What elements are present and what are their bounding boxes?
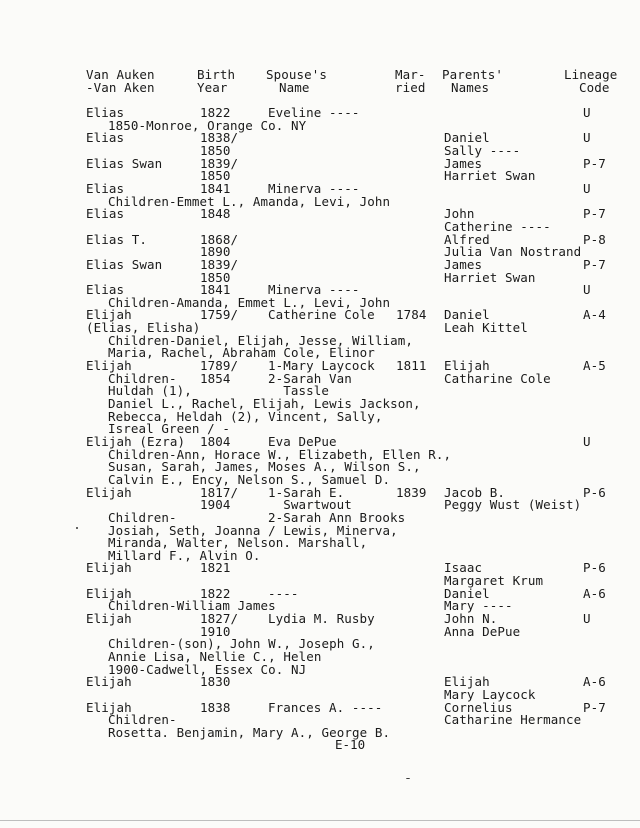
entry-parents: Daniel (444, 585, 490, 601)
entry-parents: Catharine Cole (444, 370, 551, 386)
entry-married-year: 1839 (396, 484, 427, 500)
entry-parents: Harriet Swan (444, 168, 536, 184)
entry-parents: Mary ---- (444, 598, 513, 614)
entry-parents: John N. (444, 611, 498, 626)
entry-parents: Alfred (444, 231, 490, 247)
entry-birth-year: 1854 (200, 370, 231, 386)
header-lineage-line2: Code (579, 80, 610, 95)
header-married-line2: ried (395, 80, 426, 95)
entry-lineage-code: P-7 (583, 155, 606, 171)
entry-spouse: Eveline ---- (268, 105, 360, 120)
header-married-line1: Mar- (395, 67, 426, 82)
entry-lineage-code: P-7 (583, 206, 606, 222)
entry-note: Children-Amanda, Emmet L., Levi, John (108, 294, 391, 310)
entry-lineage-code: P-7 (583, 256, 606, 272)
entry-name: Elijah (Ezra) (86, 433, 186, 449)
scan-speck (406, 778, 410, 779)
entry-lineage-code: P-8 (583, 231, 606, 247)
entry-note: Josiah, Seth, Joanna / Lewis, Minerva, (108, 522, 398, 538)
entry-note: Susan, Sarah, James, Moses A., Wilson S., (108, 459, 421, 475)
entry-parents: James (444, 256, 483, 272)
header-spouse-line2: Name (279, 80, 310, 95)
entry-name: Elias (86, 206, 125, 222)
entry-birth-year: 1821 (200, 560, 231, 576)
entry-birth-year: 1848 (200, 206, 231, 222)
entry-name: Elijah (86, 358, 132, 373)
entry-lineage-code: P-6 (583, 560, 606, 576)
entry-birth-year: 1838/ (200, 130, 239, 146)
entry-birth-year: 1910 (200, 623, 231, 639)
entry-note: Calvin E., Ency, Nelson S., Samuel D. (108, 471, 391, 487)
entry-name: Elias T. (86, 231, 148, 247)
entry-birth-year: 1841 (200, 282, 231, 298)
entry-parents: Elijah (444, 674, 490, 690)
entry-note: 1850-Monroe, Orange Co. NY (108, 117, 307, 133)
entry-lineage-code: U (583, 433, 591, 449)
entry-parents: Catherine ---- (444, 218, 551, 234)
entry-birth-year: 1841 (200, 180, 231, 196)
entry-name: (Elias, Elisha) (86, 320, 201, 336)
entry-parents: Daniel (444, 307, 490, 323)
entry-birth-year: 1827/ (200, 611, 239, 626)
header-parents-line2: Names (451, 80, 490, 95)
entry-spouse: Tassle (268, 383, 330, 399)
entry-parents: Catharine Hermance (444, 712, 582, 728)
entry-lineage-code: U (583, 105, 591, 120)
entry-name: Elijah (86, 611, 132, 626)
entry-note: Isreal Green / - (108, 421, 231, 437)
entry-lineage-code: P-7 (583, 699, 606, 715)
entry-note: Rebecca, Heldah (2), Vincent, Sally, (108, 408, 383, 424)
entry-note: Children-Daniel, Elijah, Jesse, William, (108, 332, 414, 348)
entry-spouse: 2-Sarah Van (268, 370, 352, 386)
entry-note: Children- (108, 712, 177, 728)
entry-name: Elias (86, 105, 125, 120)
entry-parents: Jacob B. (444, 484, 506, 500)
entry-parents: John (444, 206, 475, 222)
entry-lineage-code: A-5 (583, 358, 606, 373)
entry-name: Elijah (86, 560, 132, 576)
entry-lineage-code: A-4 (583, 307, 606, 323)
entry-note: Children-Emmet L., Amanda, Levi, John (108, 193, 391, 209)
entry-married-year: 1784 (396, 307, 427, 323)
entry-parents: Leah Kittel (444, 320, 528, 336)
entry-parents: Isaac (444, 560, 483, 576)
scan-edge-line (0, 820, 640, 821)
entry-spouse: Catherine Cole (268, 307, 375, 323)
entry-spouse: Minerva ---- (268, 180, 360, 196)
entry-note: Huldah (1), (108, 383, 192, 399)
entry-parents: Cornelius (444, 699, 513, 715)
header-birth-line2: Year (197, 80, 228, 95)
page-number: E-10 (335, 737, 366, 752)
entry-birth-year: 1804 (200, 433, 231, 449)
entry-birth-year: 1890 (200, 244, 231, 260)
header-birth-line1: Birth (197, 67, 236, 82)
entry-name: Elijah (86, 585, 132, 601)
entry-birth-year: 1839/ (200, 155, 239, 171)
entry-married-year: 1811 (396, 358, 427, 373)
entry-note: Maria, Rachel, Abraham Cole, Elinor (108, 345, 375, 361)
entry-birth-year: 1904 (200, 497, 231, 513)
header-spouse-line1: Spouse's (266, 67, 328, 82)
entry-birth-year: 1759/ (200, 307, 239, 323)
entry-birth-year: 1850 (200, 142, 231, 158)
entry-spouse: Eva DePue (268, 433, 337, 449)
header-parents-line1: Parents' (442, 67, 504, 82)
entry-name: Elijah (86, 307, 132, 323)
entry-note: Children- (108, 370, 177, 386)
entry-parents: Sally ---- (444, 142, 521, 158)
entry-parents: Anna DePue (444, 623, 521, 639)
entry-parents: Julia Van Nostrand (444, 244, 582, 260)
entry-lineage-code: A-6 (583, 674, 606, 690)
entry-spouse: ---- (268, 585, 299, 601)
entry-name: Elias (86, 180, 125, 196)
entry-lineage-code: U (583, 282, 591, 298)
entry-lineage-code: P-6 (583, 484, 606, 500)
entry-note: Miranda, Walter, Nelson. Marshall, (108, 535, 368, 551)
entry-birth-year: 1822 (200, 585, 231, 601)
entry-birth-year: 1822 (200, 105, 231, 120)
entry-birth-year: 1830 (200, 674, 231, 690)
entry-birth-year: 1817/ (200, 484, 239, 500)
header-name-line1: Van Auken (86, 67, 155, 82)
entry-note: 1900-Cadwell, Essex Co. NJ (108, 661, 307, 677)
header-name-line2: -Van Aken (86, 80, 155, 95)
entry-note: Children-Ann, Horace W., Elizabeth, Ellen R., (108, 446, 452, 462)
entry-parents: Daniel (444, 130, 490, 146)
entry-spouse: 1-Sarah E. (268, 484, 345, 500)
entry-spouse: Frances A. ---- (268, 699, 383, 715)
entry-name: Elijah (86, 674, 132, 690)
entry-name: Elijah (86, 699, 132, 715)
entry-lineage-code: U (583, 611, 591, 626)
entry-parents: Elijah (444, 358, 490, 373)
entry-note: Children- (108, 509, 177, 525)
scan-speck (76, 527, 78, 529)
entry-parents: Peggy Wust (Weist) (444, 497, 582, 513)
entry-note: Millard F., Alvin O. (108, 547, 261, 563)
entry-birth-year: 1839/ (200, 256, 239, 272)
header-lineage-line1: Lineage (564, 67, 618, 82)
entry-name: Elias Swan (86, 155, 163, 171)
entry-spouse: Minerva ---- (268, 282, 360, 298)
entry-parents: Mary Laycock (444, 686, 536, 702)
entry-name: Elias Swan (86, 256, 163, 272)
entry-name: Elias (86, 282, 125, 298)
entry-spouse: 2-Sarah Ann Brooks (268, 509, 406, 525)
entry-birth-year: 1868/ (200, 231, 239, 247)
entry-spouse: Swartwout (268, 497, 352, 513)
entry-note: Annie Lisa, Nellie C., Helen (108, 649, 322, 664)
entry-note: Children-(son), John W., Joseph G., (108, 636, 375, 652)
entry-name: Elias (86, 130, 125, 146)
entry-note: Children-William James (108, 598, 276, 614)
entry-parents: James (444, 155, 483, 171)
entry-birth-year: 1850 (200, 168, 231, 184)
entry-birth-year: 1789/ (200, 358, 239, 373)
entry-name: Elijah (86, 484, 132, 500)
entry-parents: Margaret Krum (444, 573, 544, 588)
entry-parents: Harriet Swan (444, 269, 536, 285)
entry-spouse: Lydia M. Rusby (268, 611, 375, 626)
entry-lineage-code: U (583, 130, 591, 146)
entry-note: Rosetta. Benjamin, Mary A., George B. (108, 724, 391, 740)
entry-note: Daniel L., Rachel, Elijah, Lewis Jackson, (108, 395, 421, 411)
entry-spouse: 1-Mary Laycock (268, 358, 375, 373)
entry-birth-year: 1838 (200, 699, 231, 715)
entry-lineage-code: U (583, 180, 591, 196)
entry-birth-year: 1850 (200, 269, 231, 285)
entry-lineage-code: A-6 (583, 585, 606, 601)
